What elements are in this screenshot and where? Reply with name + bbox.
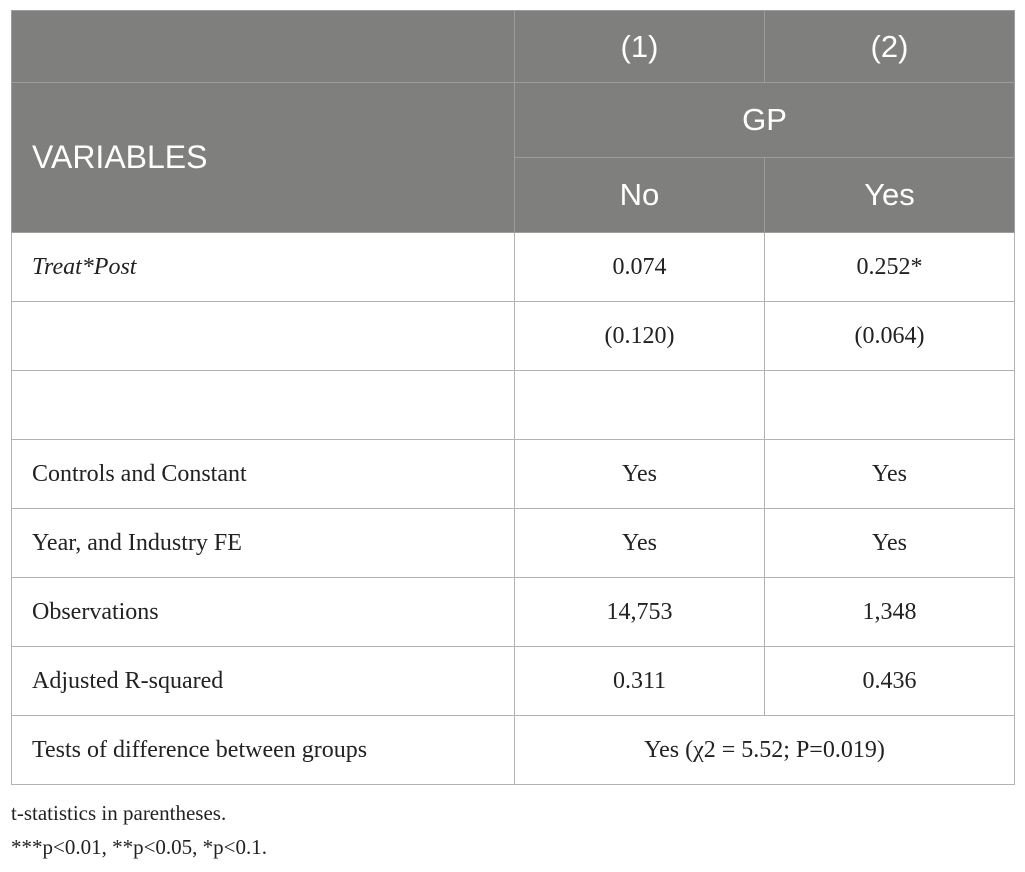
regression-table bbox=[11, 10, 1015, 785]
row-label bbox=[12, 371, 515, 440]
regression-table-container bbox=[11, 10, 1014, 785]
table-row bbox=[12, 233, 1015, 302]
row-value-col2: 1,348 bbox=[765, 578, 1015, 647]
row-value-col1: (0.120) bbox=[515, 302, 765, 371]
group-value-yes: Yes bbox=[765, 158, 1015, 233]
group-value-no: No bbox=[515, 158, 765, 233]
table-row bbox=[12, 509, 1015, 578]
header-row-column-numbers bbox=[12, 11, 1015, 83]
row-label: Treat*Post bbox=[12, 233, 515, 302]
row-value-col2: Yes bbox=[765, 509, 1015, 578]
row-value-col2: 0.436 bbox=[765, 647, 1015, 716]
table-row bbox=[12, 302, 1015, 371]
row-value-col1 bbox=[515, 371, 765, 440]
row-label: Year, and Industry FE bbox=[12, 509, 515, 578]
test-row-label: Tests of difference between groups bbox=[12, 716, 515, 785]
row-label bbox=[12, 302, 515, 371]
table-notes bbox=[11, 796, 267, 864]
header-blank-cell bbox=[12, 11, 515, 83]
note-significance: ***p<0.01, **p<0.05, *p<0.1. bbox=[11, 835, 268, 859]
table-row-test-difference bbox=[12, 716, 1015, 785]
row-label: Adjusted R-squared bbox=[12, 647, 515, 716]
row-label: Observations bbox=[12, 578, 515, 647]
group-header-gp: GP bbox=[515, 83, 1015, 158]
column-number-1: (1) bbox=[515, 11, 765, 83]
row-value-col1: Yes bbox=[515, 440, 765, 509]
test-row-value: Yes (χ2 = 5.52; P=0.019) bbox=[515, 716, 1015, 785]
row-value-col1: Yes bbox=[515, 509, 765, 578]
header-row-group bbox=[12, 83, 1015, 158]
column-number-2: (2) bbox=[765, 11, 1015, 83]
table-row bbox=[12, 371, 1015, 440]
note-t-statistics: t-statistics in parentheses. bbox=[11, 801, 227, 825]
variables-header: VARIABLES bbox=[12, 83, 515, 233]
table-row bbox=[12, 578, 1015, 647]
row-value-col2 bbox=[765, 371, 1015, 440]
table-row bbox=[12, 647, 1015, 716]
row-value-col1: 0.311 bbox=[515, 647, 765, 716]
row-value-col1: 14,753 bbox=[515, 578, 765, 647]
row-value-col1: 0.074 bbox=[515, 233, 765, 302]
table-header bbox=[12, 11, 1015, 233]
row-label: Controls and Constant bbox=[12, 440, 515, 509]
table-row bbox=[12, 440, 1015, 509]
row-value-col2: (0.064) bbox=[765, 302, 1015, 371]
row-value-col2: Yes bbox=[765, 440, 1015, 509]
row-value-col2: 0.252* bbox=[765, 233, 1015, 302]
table-body bbox=[12, 233, 1015, 785]
